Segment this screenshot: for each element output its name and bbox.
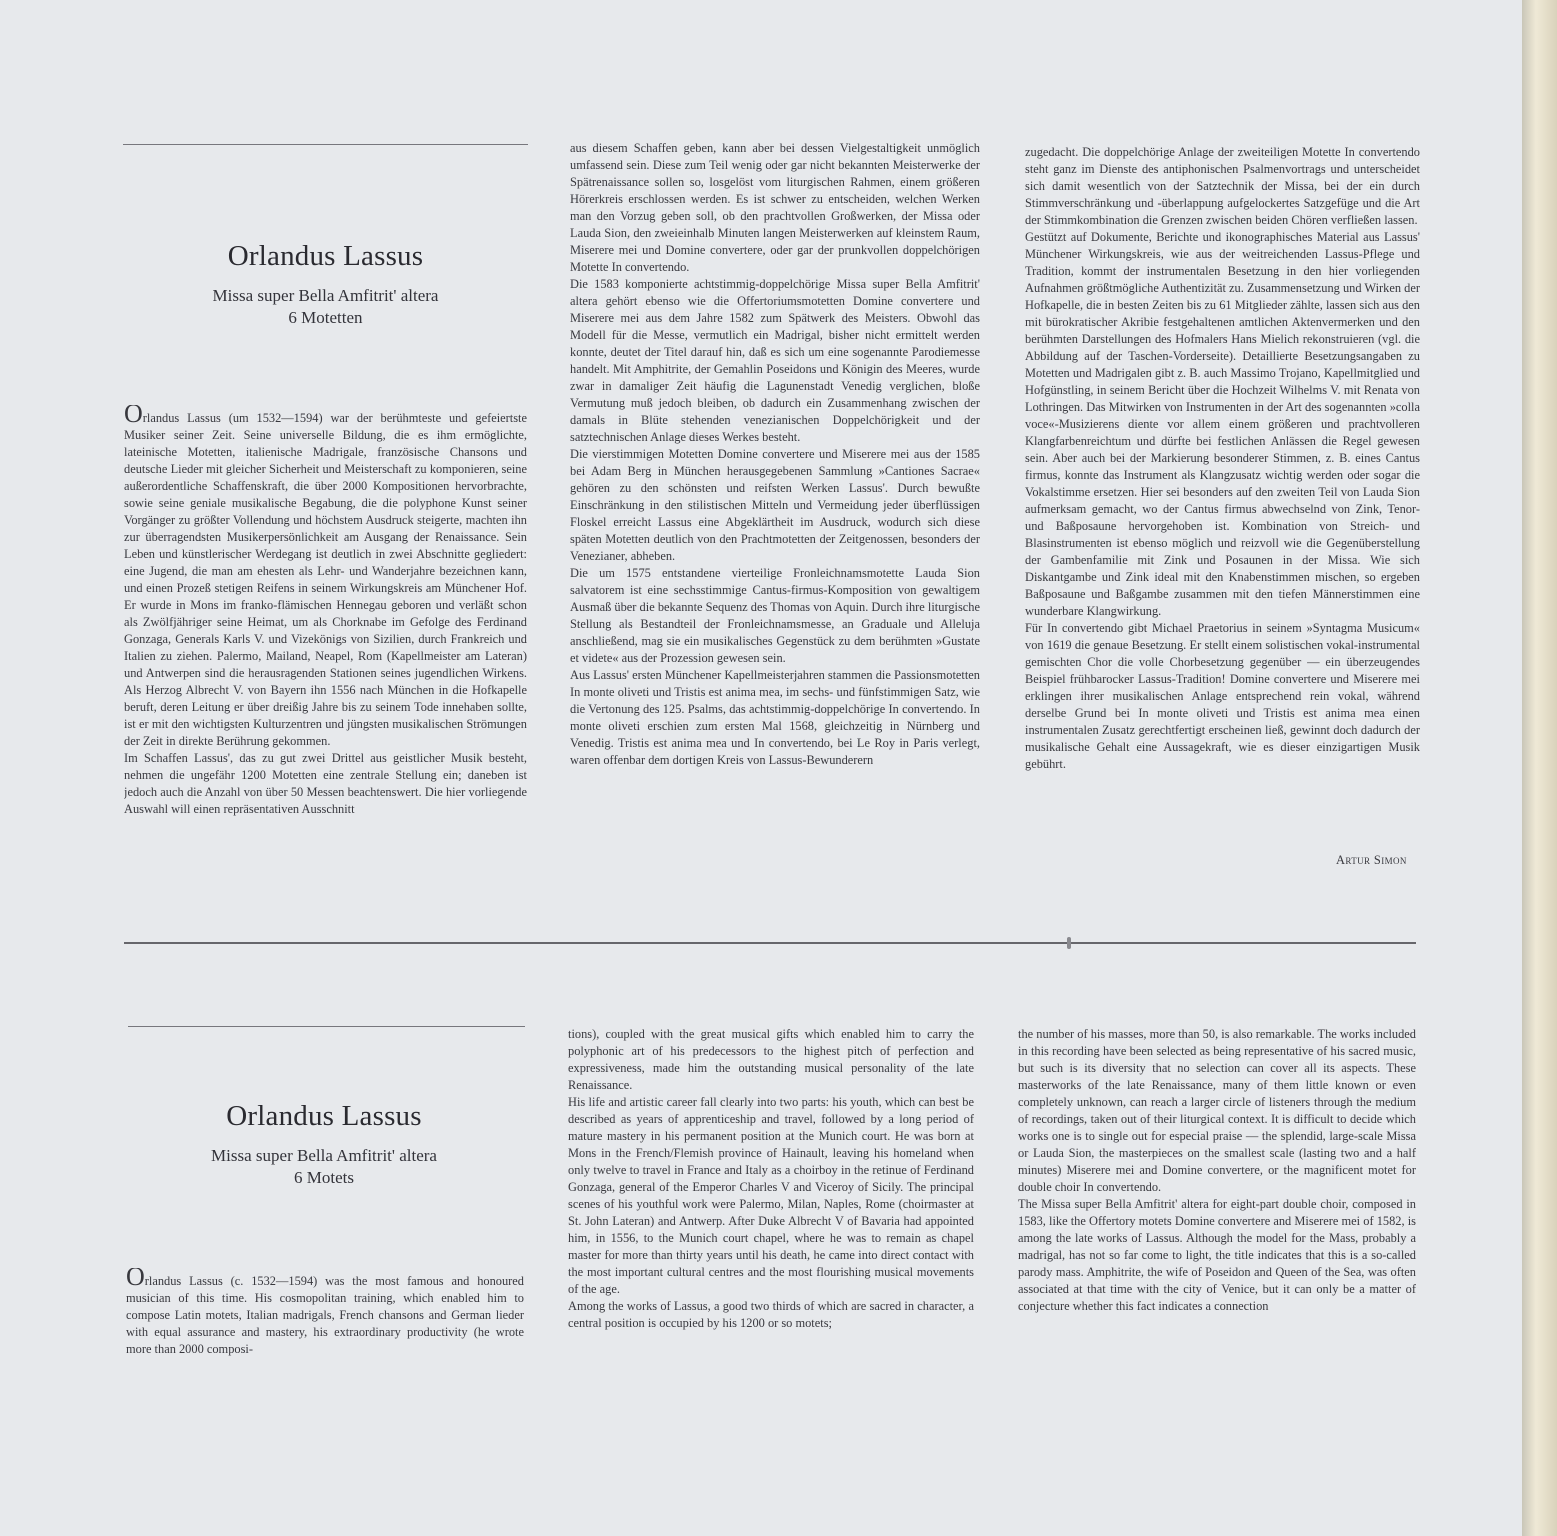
german-title: Orlandus Lassus	[227, 240, 424, 272]
german-paragraph: zugedacht. Die doppelchörige Anlage der zweiteiligen Motette In convertendo steht ganz im Dienste des antiphonischen Psalmenvortrags und unterscheidet sich damit wesentlich von der Satztechnik der Missa, bei der ein durch Stimmverschränkung und -überlappung aufgelockertes Satzgefüge und die Art der Stimmkombination die Grenzen zwischen beiden Chören verfließen lassen.	[1025, 145, 1420, 227]
german-paragraph: aus diesem Schaffen geben, kann aber bei dessen Vielgestaltigkeit unmöglich umfassend sein. Diese zum Teil wenig oder gar nicht bekannten Meisterwerke der Spätrenaissance sollen so, losgelöst vom liturgischen Rahmen, einem größeren Hörerkreis erschlossen werden. Es ist schwer zu entscheiden, welchen Werken man den Vorzug geben soll, ob den prachtvollen Großwerken, der Missa oder Lauda Sion, den zweieinhalb Minuten langen Meisterwerken auf kleinstem Raum, Miserere mei und Domine convertere, oder gar der prunkvollen doppelchörigen Motette In convertendo.	[570, 141, 980, 274]
german-paragraph: Für In convertendo gibt Michael Praetorius in seinem »Syntagma Musicum« von 1619 die genaue Besetzung. Er stellt einem solistischen vokal-instrumental gemischten Chor die volle Chorbesetzung gegenüber — ein überzeugendes Beispiel frühbarocker Lassus-Tradition! Domine convertere und Miserere mei erklingen ihrer musikalischen Anlage entsprechend rein vokal, während derselbe Grund bei In monte oliveti und Tristis est anima mea einen instrumentalen Zusatz gerechtfertigt erscheinen ließ, gewinnt doch dadurch der musikalische Gehalt eine Aussagekraft, wie es dieser einzigartigen Musik gebührt.	[1025, 621, 1420, 771]
english-title-block	[124, 1100, 524, 1189]
german-paragraph: Die um 1575 entstandene vierteilige Fronleichnamsmotette Lauda Sion salvatorem ist eine sechsstimmige Cantus-firmus-Komposition von gewaltigem Ausmaß über die bekannte Sequenz des Thomas von Aquin. Durch ihre liturgische Stellung als Bestandteil der Fronleichnamsmesse, an Graduale und Alleluja anschließend, mag sie ein musikalisches Gegenstück zu dem berühmten »Gustate et videte« aus der Prozession gewesen sein.	[570, 566, 980, 665]
author-signature: Artur Simon	[1336, 853, 1407, 867]
german-subtitle-2: 6 Motetten	[288, 308, 363, 327]
english-intro-paragraph: Orlandus Lassus (c. 1532—1594) was the most famous and honoured musician of this time. His cosmopolitan training, which enabled him to compose Latin motets, Italian madrigals, French chansons and German lieder with equal assurance and mastery, his extraordinary productivity (he wrote more than 2000 composi-	[126, 1268, 524, 1358]
english-subtitle-1: Missa super Bella Amfitrit' altera	[211, 1146, 437, 1165]
title-rule-top	[123, 144, 528, 145]
english-paragraph: The Missa super Bella Amfitrit' altera for eight-part double choir, composed in 1583, like the Offertory motets Domine convertere and Miserere mei of 1582, is among the late works of Lassus. Although the model for the Mass, probably a madrigal, has not so far come to light, the title indicates that this is a so-called parody mass. Amphitrite, the wife of Poseidon and Queen of the Sea, was often associated at that time with the city of Venice, but it can only be a matter of conjecture whether this fact indicates a connection	[1018, 1197, 1416, 1313]
english-column-3	[1018, 1026, 1416, 1366]
sleeve-spine	[1522, 0, 1557, 1536]
english-column-1	[126, 1268, 524, 1368]
german-column-3	[1025, 144, 1420, 854]
english-paragraph: Among the works of Lassus, a good two thirds of which are sacred in character, a central position is occupied by his 1200 or so motets;	[568, 1299, 974, 1330]
divider-mark	[1067, 937, 1071, 949]
title-rule-bottom	[128, 1026, 525, 1027]
english-column-2	[568, 1026, 974, 1366]
german-intro-paragraph: Orlandus Lassus (um 1532—1594) war der berühmteste und gefeiertste Musiker seiner Zeit. Seine universelle Bildung, die es ihm ermöglichte, lateinische Motetten, italienische Madrigale, französische Chansons und deutsche Lieder mit gleicher Sicherheit und Meisterschaft zu komponieren, seine außerordentliche Schaffenskraft, die über 2000 Kompositionen hervorbrachte, sowie seine geniale musikalische Begabung, die die polyphone Kunst seiner Vorgänger zu größter Vollendung und höchstem Ausdruck steigerte, machten ihn zur überragendsten Musikerpersönlichkeit am Ausgang der Renaissance. Sein Leben und künstlerischer Werdegang ist deutlich in zwei Abschnitte gegliedert: eine Jugend, die man am ehesten als Lehr- und Wanderjahre bezeichnen kann, und einen Prozeß stetigen Reifens in seinem Wirkungskreis am Münchener Hof. Er wurde in Mons im franko-flämischen Hennegau geboren und verläßt schon als Zwölfjähriger seine Heimat, um als Chorknabe im Gefolge des Ferdinand Gonzaga, Generals Karls V. und Vizekönigs von Sizilien, durch Frankreich und Italien zu ziehen. Palermo, Mailand, Neapel, Rom (Kapellmeister am Lateran) und Antwerpen sind die herausragenden Stationen seines jugendlichen Wirkens. Als Herzog Albrecht V. von Bayern ihn 1556 nach München in die Hofkapelle beruft, deren Leitung er über dreißig Jahre bis zu seinem Tode innehaben sollte, ist er mit den wichtigsten Kulturzentren und jüngsten musikalischen Strömungen der Zeit in direkte Berührung gekommen.	[124, 405, 527, 750]
german-subtitle-1: Missa super Bella Amfitrit' altera	[212, 286, 439, 305]
english-subtitle-2: 6 Motets	[294, 1168, 354, 1187]
german-column-1	[124, 405, 527, 867]
english-paragraph: His life and artistic career fall clearly into two parts: his youth, which can best be described as years of apprenticeship and travel, followed by a long period of mature mastery in his permanent position at the Munich court. He was born at Mons in the French/Flemish province of Hainault, leaving his homeland when only twelve to travel in France and Italy as a choirboy in the retinue of Ferdinand Gonzaga, general of the Emperor Charles V and Viceroy of Sicily. The principal scenes of his youthful work were Palermo, Milan, Naples, Rome (choirmaster at St. John Lateran) and Antwerp. After Duke Albrecht V of Bavaria had appointed him, in 1556, to the Munich court chapel, where he was to remain as chapel master for more than thirty years until his death, he came into direct contact with the most important cultural centres and the most flourishing musical movements of the age.	[568, 1095, 974, 1296]
german-paragraph: Gestützt auf Dokumente, Berichte und ikonographisches Material aus Lassus' Münchener Wirkungskreis, wie aus der weitreichenden Lassus-Pflege und Tradition, kommt der instrumentalen Besetzung in den hier vorliegenden Aufnahmen größtmögliche Authentizität zu. Zusammensetzung und Wirken der Hofkapelle, die in besten Zeiten bis zu 61 Mitglieder zählte, lassen sich aus den mit bürokratischer Akribie festgehaltenen amtlichen Aktenvermerken und den berühmten Darstellungen des Hofmalers Hans Mielich rekonstruieren (vgl. die Abbildung auf der Taschen-Vorderseite). Detaillierte Besetzungsangaben zu Motetten und Madrigalen gibt z. B. auch Massimo Trojano, Kapellmitglied und Hofgünstling, in seinem Bericht über die Hochzeit Wilhelms V. mit Renata von Lothringen. Das Mitwirken von Instrumenten in der Art des sogenannten »colla voce«-Musizierens diente vor allem einem größeren und prachtvolleren Klangfarbenreichtum und dürfte bei festlichen Anlässen die Regel gewesen sein. Aber auch bei der Markierung besonderer Stimmen, z. B. eines Cantus firmus, konnte das Instrument als Klangzusatz wichtig werden oder sogar die Vokalstimme ersetzen. Hier sei besonders auf den zweiten Teil von Lauda Sion aufmerksam gemacht, wo der Cantus firmus abwechselnd von Zink, Tenor- und Baßposaune hervorgehoben ist. Kombination von Streich- und Blasinstrumenten ist ebenso möglich und reizvoll wie die Gegenüberstellung der Gambenfamilie mit Zink und Posaunen in der Missa. Wie sich Diskantgambe und Zink ideal mit den Knabenstimmen mischen, so ergeben Baßposaune und Baßgambe zusammen mit den tiefen Männerstimmen eine wunderbare Klangwirkung.	[1025, 230, 1420, 618]
drop-initial: O	[124, 405, 143, 428]
german-paragraph: Im Schaffen Lassus', das zu gut zwei Drittel aus geistlicher Musik besteht, nehmen die ungefähr 1200 Motetten eine zentrale Stellung ein; daneben ist jedoch auch die Anzahl von über 50 Messen beachtenswert. Die hier vorliegende Auswahl will einen repräsentativen Ausschnitt	[124, 751, 527, 816]
drop-initial: O	[126, 1268, 145, 1291]
german-title-block	[123, 240, 528, 329]
german-paragraph: Aus Lassus' ersten Münchener Kapellmeisterjahren stammen die Passionsmotetten In monte oliveti und Tristis est anima mea, im sechs- und fünfstimmigen Satz, wie die Vertonung des 125. Psalms, das achtstimmig-doppelchörige In convertendo. In monte oliveti erschien zum ersten Mal 1568, gleichzeitig in Nürnberg und Venedig. Tristis est anima mea und In convertendo, bei Le Roy in Paris verlegt, waren offenbar dem dortigen Kreis von Lassus-Bewunderern	[570, 668, 980, 767]
english-paragraph: the number of his masses, more than 50, is also remarkable. The works included in this recording have been selected as being representative of his sacred music, but such is its diversity that no selection can cover all its aspects. These masterworks of the late Renaissance, many of them little known or even completely unknown, can reach a larger circle of listeners through the medium of recordings, taken out of their liturgical context. It is difficult to decide which works one is to single out for especial praise — the splendid, large-scale Missa or Lauda Sion, the masterpieces on the smallest scale (lasting two and a half minutes) Miserere mei and Domine convertere, or the magnificent motet for double choir In convertendo.	[1018, 1027, 1416, 1194]
german-paragraph: Die 1583 komponierte achtstimmig-doppelchörige Missa super Bella Amfitrit' altera gehört ebenso wie die Offertoriumsmotetten Domine convertere und Miserere mei aus dem Jahre 1582 zum Spätwerk des Meisters. Obwohl das Modell für die Messe, vermutlich ein Madrigal, bisher nicht ermittelt werden konnte, deutet der Titel darauf hin, daß es sich um eine sogenannte Parodiemesse handelt. Mit Amphitrite, der Gemahlin Poseidons und Königin des Meeres, wurde zwar in damaliger Zeit häufig die Lagunenstadt Venedig verglichen, bloße Vermutung muß jedoch bleiben, ob dadurch ein Zusammenhang zwischen der damals in Blüte stehenden venezianischen Doppelchörigkeit und der satztechnischen Anlage dieses Werkes besteht.	[570, 277, 980, 444]
english-paragraph: tions), coupled with the great musical gifts which enabled him to carry the polyphonic art of his predecessors to the highest pitch of perfection and expressiveness, made him the outstanding musical personality of the late Renaissance.	[568, 1027, 974, 1092]
german-paragraph: Die vierstimmigen Motetten Domine convertere und Miserere mei aus der 1585 bei Adam Berg in München herausgegebenen Sammlung »Cantiones Sacrae« gehören zu den schönsten und reifsten Werken Lassus'. Durch bewußte Einschränkung in den stilistischen Mitteln und Vermeidung jeder überflüssigen Floskel erreicht Lassus eine Abgeklärtheit im Ausdruck, wodurch sich diese späten Motetten deutlich von den Prachtmotetten der Zeitgenossen, besonders der Venezianer, abheben.	[570, 447, 980, 563]
section-divider	[124, 942, 1416, 944]
german-column-2	[570, 140, 980, 870]
english-title: Orlandus Lassus	[226, 1100, 422, 1132]
